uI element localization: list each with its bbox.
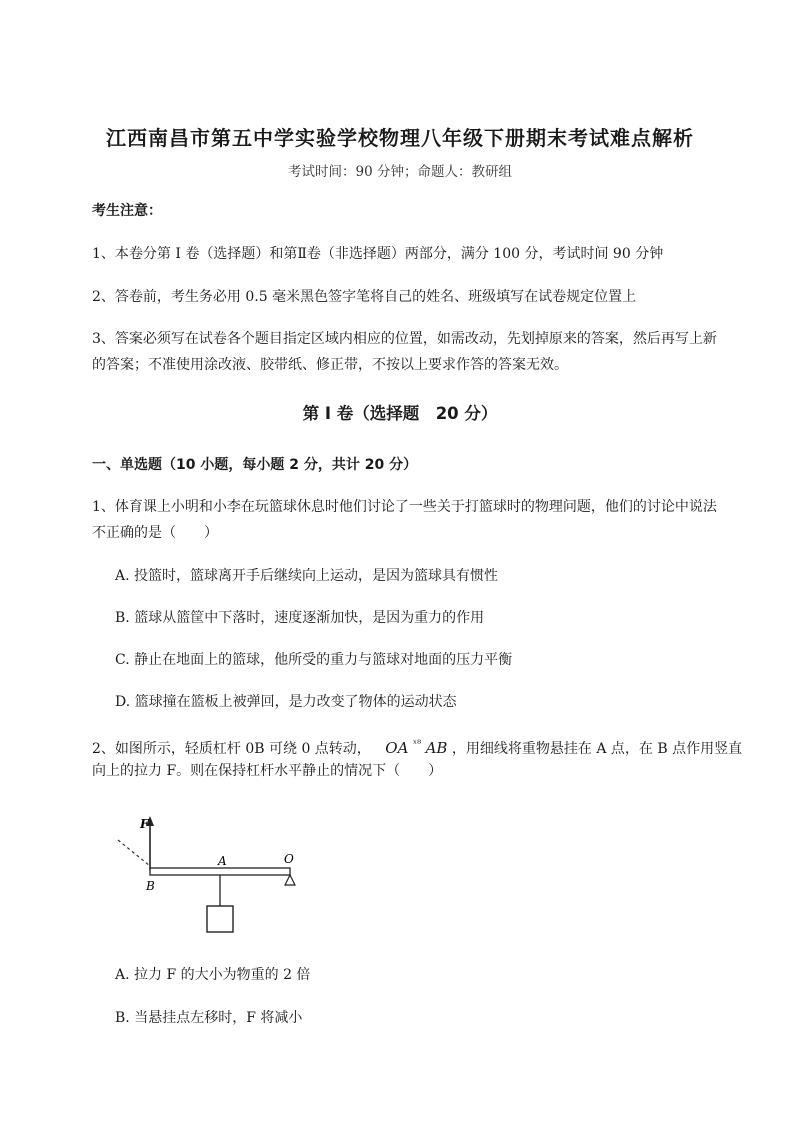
q1-option-d: D. 篮球撞在篮板上被弹回，是力改变了物体的运动状态 bbox=[115, 694, 457, 710]
hanging-weight bbox=[207, 906, 233, 932]
q2-stem-line-2: 向上的拉力 F。则在保持杠杆水平静止的情况下（ ） bbox=[92, 763, 443, 779]
q2-stem-pre: 2、如图所示，轻质杠杆 0B 可绕 0 点转动， bbox=[92, 741, 371, 757]
notice-item-1: 1、本卷分第 I 卷（选择题）和第Ⅱ卷（非选择题）两部分，满分 100 分，考试时间 90 分钟 bbox=[92, 246, 664, 262]
label-f: F bbox=[140, 817, 149, 831]
q2-stem-post: ，用细线将重物悬挂在 A 点，在 B 点作用竖直 bbox=[451, 741, 743, 757]
lever-diagram bbox=[110, 808, 310, 938]
exam-title: 江西南昌市第五中学实验学校物理八年级下册期末考试难点解析 bbox=[106, 126, 694, 150]
exam-subtitle: 考试时间：90 分钟；命题人：教研组 bbox=[288, 164, 512, 180]
label-a: A bbox=[218, 854, 227, 868]
q2-math-symbol: ˣ⁸ bbox=[412, 739, 422, 750]
pivot-support bbox=[285, 875, 295, 885]
lever-bar bbox=[150, 868, 290, 875]
q2-option-a: A. 拉力 F 的大小为物重的 2 倍 bbox=[115, 967, 311, 983]
q1-option-b: B. 篮球从篮筐中下落时，速度逐渐加快，是因为重力的作用 bbox=[115, 610, 485, 626]
notice-item-3-line-1: 3、答案必须写在试卷各个题目指定区域内相应的位置，如需改动，先划掉原来的答案，然后再写上新 bbox=[92, 331, 717, 347]
q2-option-b: B. 当悬挂点左移时，F 将减小 bbox=[115, 1010, 303, 1026]
part-heading: 一、单选题（10 小题，每小题 2 分，共计 20 分） bbox=[92, 457, 418, 473]
q1-stem-line-1: 1、体育课上小明和小李在玩篮球休息时他们讨论了一些关于打篮球时的物理问题，他们的讨论中说法 bbox=[92, 499, 717, 515]
notice-item-3-line-2: 的答案；不准使用涂改液、胶带纸、修正带，不按以上要求作答的答案无效。 bbox=[92, 357, 568, 373]
q1-option-a: A. 投篮时，篮球离开手后继续向上运动，是因为篮球具有惯性 bbox=[115, 568, 499, 584]
notice-heading: 考生注意： bbox=[92, 203, 162, 219]
notice-item-2: 2、答卷前，考生务必用 0.5 毫米黑色签字笔将自己的姓名、班级填写在试卷规定位置上 bbox=[92, 289, 637, 305]
q2-math-oa: OA bbox=[385, 739, 409, 757]
q2-math-ab: AB bbox=[425, 739, 448, 757]
section-title: 第 I 卷（选择题 20 分） bbox=[302, 404, 498, 423]
label-o: O bbox=[284, 852, 294, 866]
q1-option-c: C. 静止在地面上的篮球，他所受的重力与篮球对地面的压力平衡 bbox=[115, 652, 513, 668]
q1-stem-line-2: 不正确的是（ ） bbox=[92, 525, 218, 541]
label-b: B bbox=[146, 879, 155, 893]
dashed-guide-line bbox=[118, 840, 150, 866]
